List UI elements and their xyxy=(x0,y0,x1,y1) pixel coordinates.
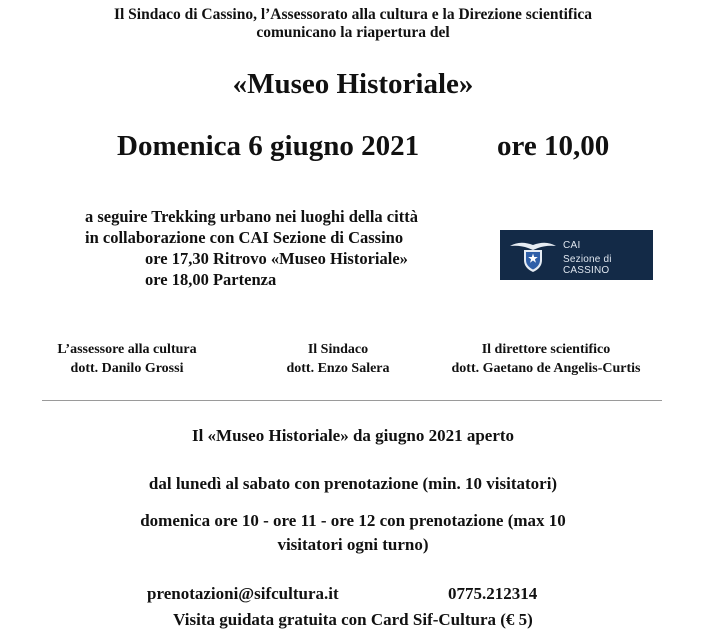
guided-visit-note: Visita guidata gratuita con Card Sif-Cultura (€ 5) xyxy=(173,610,533,629)
trekking-line-1: a seguire Trekking urbano nei luoghi della città xyxy=(85,207,418,226)
trekking-line-4: ore 18,00 Partenza xyxy=(145,270,277,289)
museum-title: «Museo Historiale» xyxy=(232,68,474,100)
intro-line-2: comunicano la riapertura del xyxy=(256,24,450,41)
intro-text xyxy=(0,6,706,42)
signatory-direttore xyxy=(428,340,664,378)
date-time-line xyxy=(0,130,706,166)
trekking-line-2: in collaborazione con CAI Sezione di Cassino xyxy=(85,228,404,247)
opening-sunday-line-2: visitatori ogni turno) xyxy=(277,535,429,554)
signatory-name: dott. Gaetano de Angelis-Curtis xyxy=(451,361,641,376)
signatory-name: dott. Enzo Salera xyxy=(286,361,390,376)
event-time: ore 10,00 xyxy=(497,130,610,162)
cai-logo-title: CAI xyxy=(563,240,581,251)
opening-sunday-line-1: domenica ore 10 - ore 11 - ore 12 con prenotazione (max 10 xyxy=(140,511,566,530)
trekking-line-3: ore 17,30 Ritrovo «Museo Historiale» xyxy=(145,249,408,268)
signatory-role: Il direttore scientifico xyxy=(481,342,611,357)
signatory-assessore xyxy=(38,340,216,378)
signatory-sindaco xyxy=(268,340,408,378)
opening-weekdays: dal lunedì al sabato con prenotazione (min. 10 visitatori) xyxy=(148,474,558,493)
contact-phone: 0775.212314 xyxy=(448,584,538,603)
opening-heading: Il «Museo Historiale» da giugno 2021 aperto xyxy=(191,426,515,445)
intro-line-1: Il Sindaco di Cassino, l’Assessorato alla cultura e la Direzione scientifica xyxy=(113,6,593,23)
section-divider xyxy=(42,400,662,401)
cai-logo xyxy=(500,230,653,280)
cai-logo-subtitle: Sezione di CASSINO xyxy=(563,254,612,276)
contact-email: prenotazioni@sifcultura.it xyxy=(147,584,339,603)
cai-eagle-shield-icon xyxy=(508,236,558,274)
signatory-name: dott. Danilo Grossi xyxy=(70,361,184,376)
trekking-info xyxy=(85,206,418,290)
event-date: Domenica 6 giugno 2021 xyxy=(117,130,420,162)
signatory-role: L’assessore alla cultura xyxy=(57,342,197,357)
signatory-role: Il Sindaco xyxy=(307,342,369,357)
